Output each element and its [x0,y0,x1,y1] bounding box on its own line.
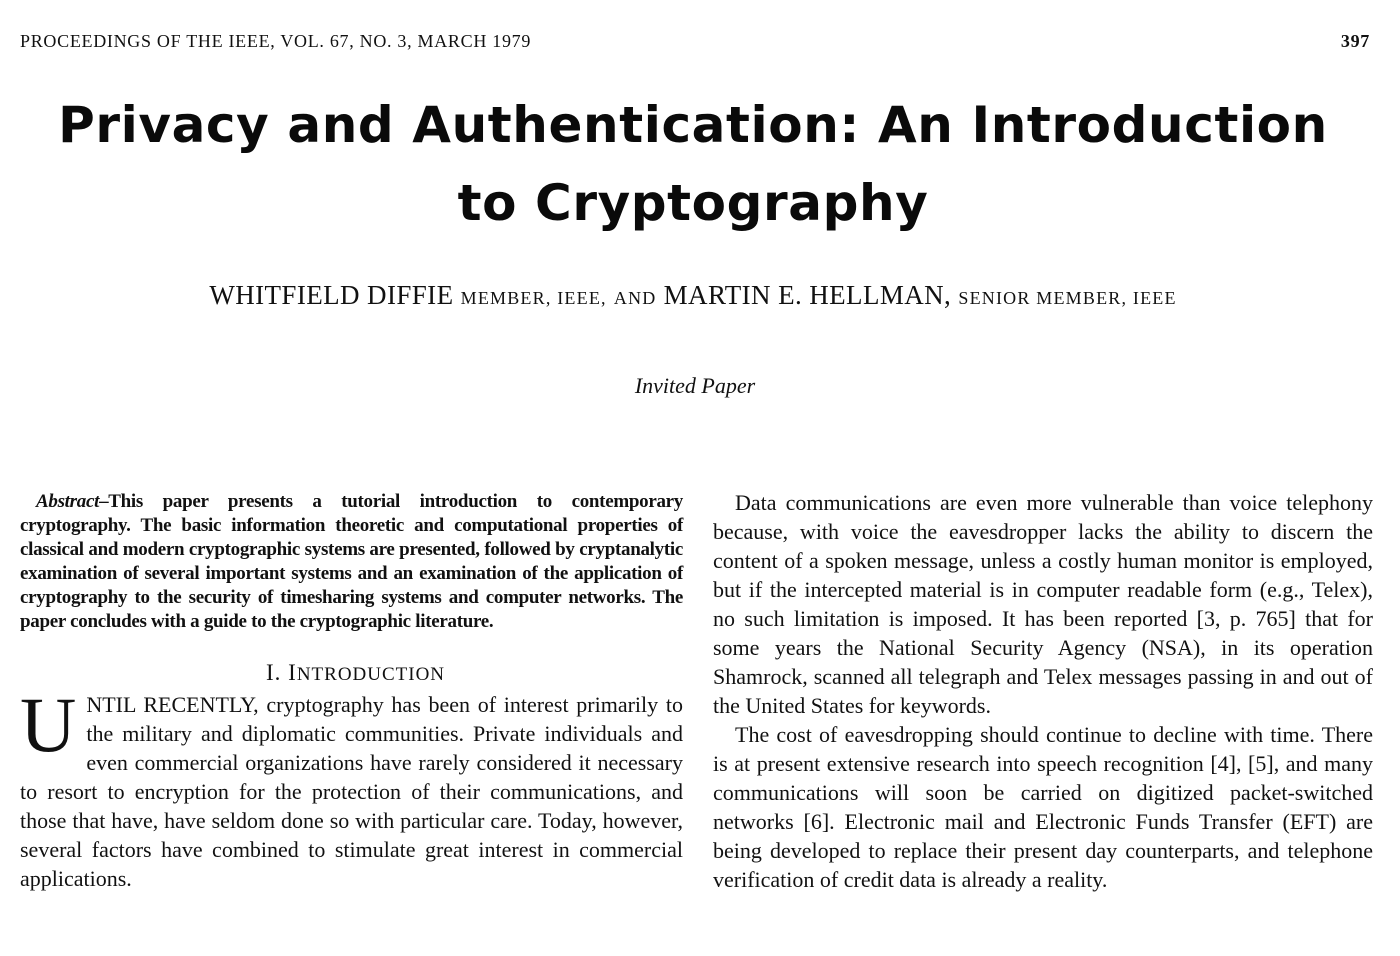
body-paragraph: Data communications are even more vulnerable than voice telephony because, with voice the eavesdropper lacks the ability to discern the content of a spoken message, unless a costly human monitor is employed, but if the intercepted material is in computer readable form (e.g., Telex), no such limitation is imposed. It has been reported [3, p. 765] that for some years the National Security Agency (NSA), in its operation Shamrock, scanned all telegraph and Telex messages passing in and out of the United States for keywords. [713,490,1373,718]
section-heading-initial: I [288,660,297,685]
author-line [0,280,1386,311]
paper-title [0,86,1386,242]
right-column [713,488,1373,894]
drop-cap: U [20,681,77,768]
title-line-2: to Cryptography [457,174,929,232]
abstract [20,490,683,634]
author-1-name: WHITFIELD DIFFIE [209,280,454,310]
journal-citation: PROCEEDINGS OF THE IEEE, VOL. 67, NO. 3, MARCH 1979 [20,31,532,51]
intro-body: cryptography has been of interest primarily to the military and diplomatic communities. Private individuals and even commercial organizations have rarely considered it necessary to resort to encryption for the protection of their communications, and those that have, have seldom done so with particular care. Today, however, several factors have combined to stimulate great interest in commercial applications. [20,692,683,891]
paper-type-label: Invited Paper [634,373,756,398]
abstract-label: Abstract [36,491,100,512]
page-number: 397 [1340,31,1370,51]
abstract-text: –This paper presents a tutorial introduction to contemporary cryptography. The basic information theoretic and computational properties of classical and modern cryptographic systems are presented, followed by cryptanalytic examination of several important systems and an examination of the application of cryptography to the security of timesharing systems and computer networks. The paper concludes with a guide to the cryptographic literature. [20,491,683,632]
body-paragraph: The cost of eavesdropping should continue to decline with time. There is at present extensive research into speech recognition [4], [5], and many communications will soon be carried on digitized packet-switched networks [6]. Electronic mail and Electronic Funds Transfer (EFT) are being developed to replace their present day counterparts, and telephone verification of credit data is already a reality. [713,722,1373,892]
intro-lead-in: NTIL RECENTLY, [86,692,259,717]
author-2-name: MARTIN E. HELLMAN, [663,280,952,310]
introduction-paragraph [20,681,683,893]
title-line-1: Privacy and Authentication: An Introduction [58,96,1328,154]
author-1-role: MEMBER, IEEE, [460,288,607,308]
section-numeral: I. [265,660,282,685]
section-heading-introduction [20,660,683,686]
left-column [20,490,683,893]
section-heading-rest: NTRODUCTION [296,664,446,685]
running-header [20,28,1370,54]
author-conjunction: AND [613,288,657,308]
author-2-role: SENIOR MEMBER, IEEE [958,288,1177,308]
